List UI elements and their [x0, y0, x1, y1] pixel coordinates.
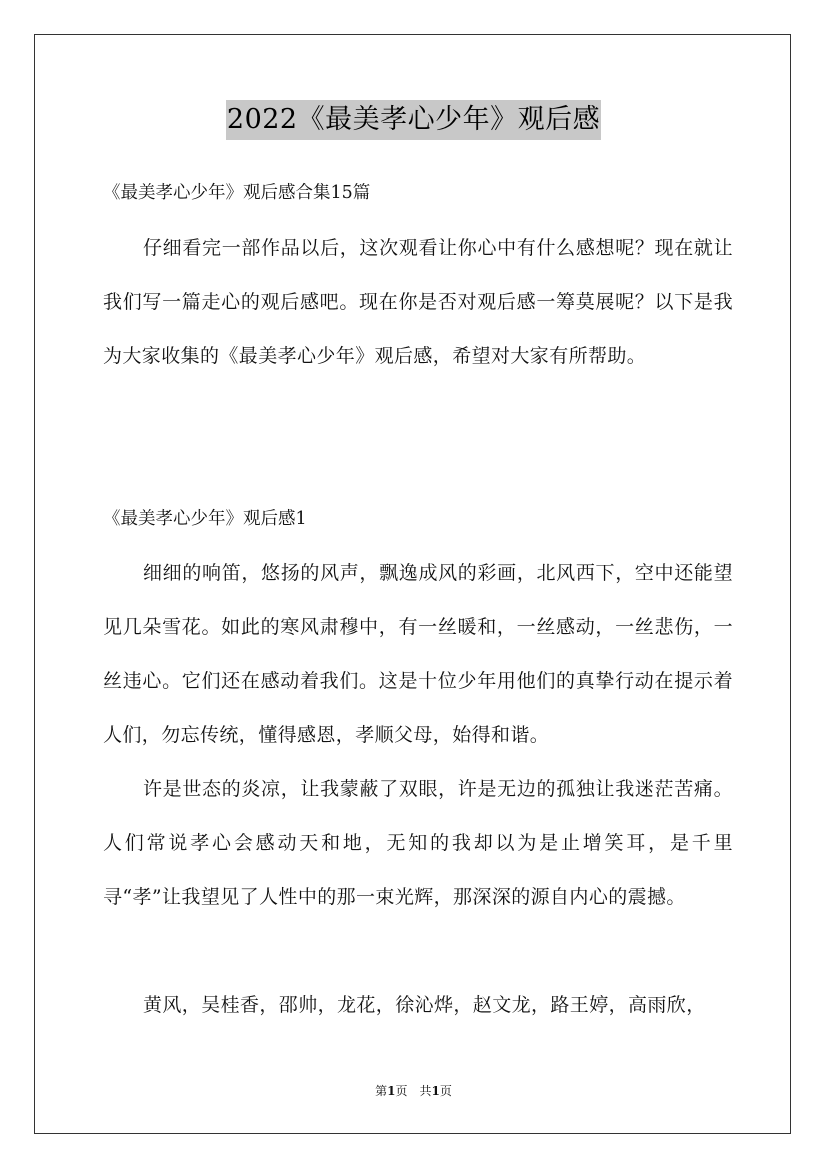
footer-page-prefix: 第 — [375, 1084, 388, 1098]
body-paragraph-3: 黄风，吴桂香，邵帅，龙花，徐沁烨，赵文龙，路王婷，高雨欣， — [143, 994, 706, 1016]
footer-page-suffix: 页 — [439, 1084, 452, 1098]
section-heading: 《最美孝心少年》观后感1 — [103, 509, 307, 529]
intro-paragraph: 仔细看完一部作品以后，这次观看让你心中有什么感想呢？现在就让我们写一篇走心的观后感吧。现在你是否对观后感一筹莫展呢？以下是我为大家收集的《最美孝心少年》观后感，希望对大家有所帮助。 — [103, 237, 733, 367]
footer-page-total: 1 — [431, 1084, 440, 1098]
footer-page-current: 1 — [387, 1084, 396, 1098]
document-title: 2022《最美孝心少年》观后感 — [226, 100, 601, 140]
page-footer — [0, 1082, 827, 1099]
collection-heading: 《最美孝心少年》观后感合集15篇 — [103, 183, 371, 203]
body-paragraph-1: 细细的响笛，悠扬的风声，飘逸成风的彩画，北风西下，空中还能望见几朵雪花。如此的寒风肃穆中，有一丝暖和，一丝感动，一丝悲伤，一丝违心。它们还在感动着我们。这是十位少年用他们的真挚行动在提示着人们，勿忘传统，懂得感恩，孝顺父母，始得和谐。 — [103, 562, 733, 746]
title-container — [0, 100, 827, 140]
footer-page-mid: 页 共 — [395, 1084, 432, 1098]
body-paragraph-2: 许是世态的炎凉，让我蒙蔽了双眼，许是无边的孤独让我迷茫苦痛。人们常说孝心会感动天和地，无知的我却以为是止增笑耳，是千里寻“孝”让我望见了人性中的那一束光辉，那深深的源自内心的震撼。 — [103, 778, 733, 908]
